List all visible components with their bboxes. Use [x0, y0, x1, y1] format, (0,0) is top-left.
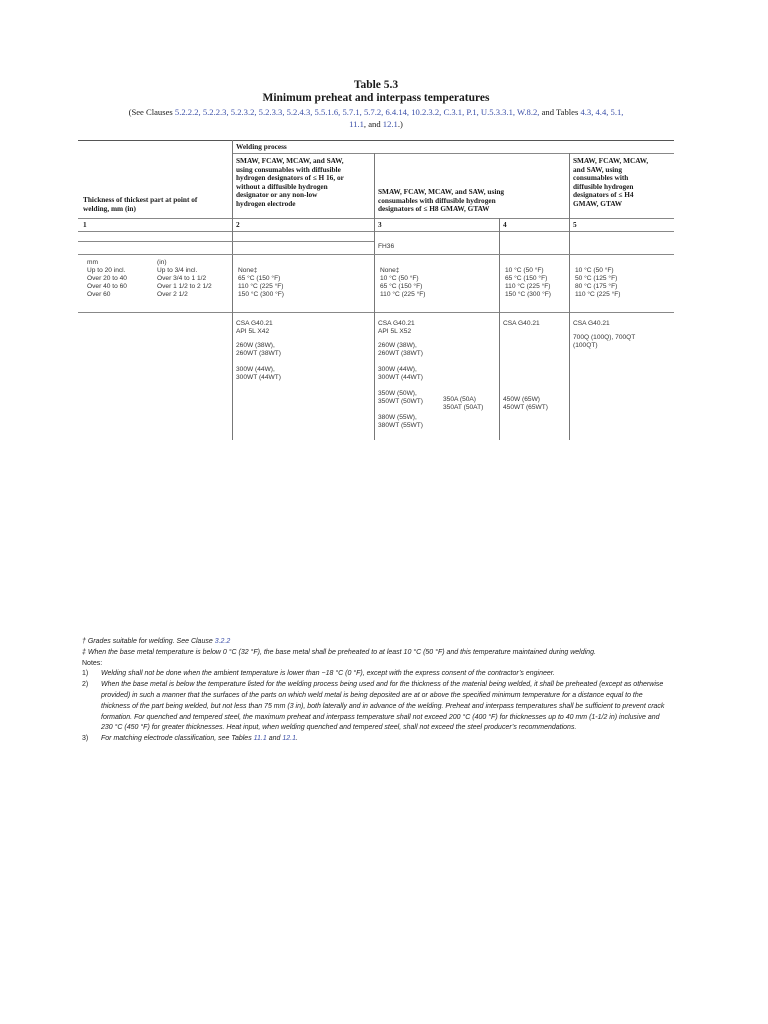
temps-col4: 10 °C (50 °F) 65 °C (150 °F) 110 °C (225 °F) 150 °C (300 °F) — [505, 267, 551, 298]
table-top-rule — [78, 140, 674, 141]
col5-header: SMAW, FCAW, MCAW, and SAW, using consumables with diffusible hydrogen designators of ≤ H4 GMAW, GTAW — [573, 156, 649, 208]
table-link-12-1-note[interactable]: 12.1 — [282, 735, 296, 743]
thickness-header: Thickness of thickest part at point of welding, mm (in) — [83, 195, 198, 213]
table-links[interactable]: 4.3, 4.4, 5.1, — [580, 107, 624, 117]
steels-col2: CSA G40.21 API 5L X42 260W (38W), 260WT (38WT) 300W (44W), 300WT (44WT) — [236, 320, 281, 381]
table-title-block — [78, 79, 674, 130]
fh36-label: FH36 — [378, 243, 395, 250]
clause-links[interactable]: 5.2.2.2, 5.2.2.3, 5.2.3.2, 5.2.3.3, 5.2.4.3, 5.5.1.6, 5.7.1, 5.7.2, 6.4.14, 10.2.3.2, C.3.1, P.1, U.5.3.3.1, W.8.2, — [174, 107, 540, 117]
fh36-left-rule — [78, 241, 232, 242]
col3-header: SMAW, FCAW, MCAW, and SAW, using consumables with diffusible hydrogen designators of ≤ H8 GMAW, GTAW — [378, 187, 505, 214]
fh36-col2-rule — [232, 241, 374, 242]
welding-process-header: Welding process — [236, 142, 287, 151]
table-link-12-1[interactable]: 12.1 — [382, 119, 398, 129]
temps-col3: None‡ 10 °C (50 °F) 65 °C (150 °F) 110 °C (225 °F) — [380, 267, 426, 298]
table-number: Table 5.3 — [353, 79, 399, 91]
header-bottom-rule — [78, 218, 674, 219]
temps-col2: None‡ 65 °C (150 °F) 110 °C (225 °F) 150 °C (300 °F) — [238, 267, 284, 298]
temperature-rows-rule — [78, 312, 674, 313]
table-name: Minimum preheat and interpass temperatures — [262, 92, 490, 104]
table-references: (See Clauses 5.2.2.2, 5.2.2.3, 5.2.3.2, 5.2.3.3, 5.2.4.3, 5.5.1.6, 5.7.1, 5.7.2, 6.4.14, 10.2.3.2, C.3.1, P.1, U.5.3.3.1, W.8.2, and Tables 4.3, 4.4, 5.1, 11.1, and 12.1.) — [128, 107, 624, 129]
note-1: 1) Welding shall not be done when the ambient temperature is lower than −18 °C (0 °F), except with the express consent of the contractor’s engineer. — [82, 670, 555, 678]
col-number-5: 5 — [573, 220, 577, 229]
thickness-in-list: (in) Up to 3/4 incl. Over 3/4 to 1 1/2 Over 1 1/2 to 2 1/2 Over 2 1/2 — [157, 259, 212, 298]
col-number-3: 3 — [378, 220, 382, 229]
steels-col4-grades: 450W (65W) 450WT (65WT) — [503, 396, 548, 411]
welding-process-rule — [232, 153, 674, 154]
steels-col3-350a: 350A (50A) 350AT (50AT) — [443, 396, 484, 411]
col-number-2: 2 — [236, 220, 240, 229]
col-divider-3 — [499, 218, 500, 440]
note-3: 3) For matching electrode classification, see Tables 11.1 and 12.1. — [82, 735, 298, 743]
temps-col5: 10 °C (50 °F) 50 °C (125 °F) 80 °C (175 °F) 110 °C (225 °F) — [575, 267, 621, 298]
col-divider-1 — [232, 140, 233, 440]
steels-col4-standard: CSA G40.21 — [503, 320, 540, 327]
footnote-dagger: † Grades suitable for welding. See Clause 3.2.2 — [82, 638, 231, 645]
note-2: 2) When the base metal is below the temperature listed for the welding process being used and for the thickness of the material being welded, it shall be preheated (except as otherwise provided) in such a manner that the surfaces of the parts on which weld metal is being deposited are at or above the specified minimum temperature for a distance equal to the thickness of the part being welded, but not less than 75 mm (3 in), both laterally and in advance of the welding. Preheat and interpass temperatures shall be sufficient to prevent crack formation. For quenched and tempered steel, the maximum preheat and interpass temperature shall not exceed 200 °C (400 °F) for thicknesses up to 40 mm (1-1/2 in) inclusive and 230 °C (450 °F) for greater thicknesses. Heat input, when welding quenched and tempered steel, shall not exceed the steel producer’s recommendations. — [82, 681, 665, 732]
fh36-bottom-rule — [78, 254, 674, 255]
steels-col3: CSA G40.21 API 5L X52 260W (38W), 260WT (38WT) 300W (44W), 300WT (44WT) 350W (50W), 350WT (50WT) 380W (55W), 380WT (55WT) — [378, 320, 423, 429]
col-number-1: 1 — [83, 220, 87, 229]
col-divider-2 — [374, 153, 375, 440]
clause-link-3-2-2[interactable]: 3.2.2 — [214, 638, 231, 645]
col-divider-4 — [569, 153, 570, 440]
footnotes — [82, 637, 670, 745]
table-link-11-1-note[interactable]: 11.1 — [253, 735, 267, 743]
preheat-table — [78, 140, 674, 440]
footnote-double-dagger: ‡ When the base metal temperature is below 0 °C (32 °F), the base metal shall be preheated to at least 10 °C (50 °F) and this temperature maintained during welding. — [82, 648, 596, 656]
notes-label: Notes: — [82, 659, 103, 667]
table-link-11-1[interactable]: 11.1 — [349, 119, 364, 129]
col-number-4: 4 — [503, 220, 507, 229]
thickness-mm-list: mm Up to 20 incl. Over 20 to 40 Over 40 to 60 Over 60 — [87, 259, 127, 298]
column-number-rule — [78, 231, 674, 232]
col2-header: SMAW, FCAW, MCAW, and SAW, using consumables with diffusible hydrogen designators of ≤ H 16, or without a diffusible hydrogen designator or any non-low hydrogen electrode — [236, 156, 344, 208]
steels-col5: CSA G40.21 700Q (100Q), 700QT (100QT) — [573, 320, 636, 349]
